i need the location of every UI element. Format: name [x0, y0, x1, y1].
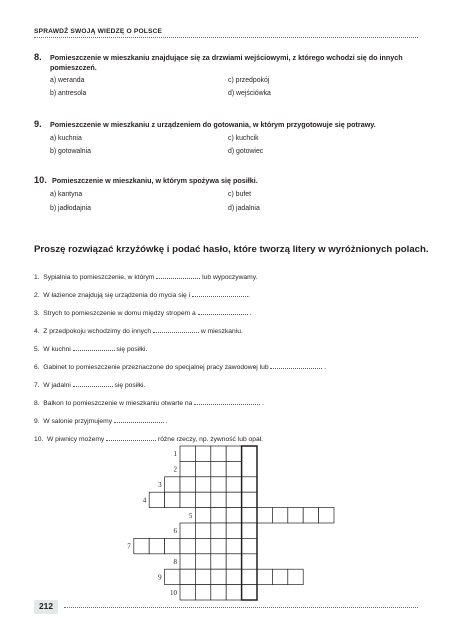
clue-text-end: się posiłki. [116, 346, 148, 353]
crossword-cell[interactable] [242, 585, 257, 600]
crossword-cell[interactable] [180, 523, 195, 538]
option-a[interactable]: a) kantyna [50, 191, 83, 198]
clue-number: 9. [34, 418, 40, 425]
crossword-cell[interactable] [211, 585, 226, 600]
password-column-highlight [242, 446, 257, 600]
crossword-cell[interactable] [257, 508, 272, 523]
clue-7 [34, 381, 145, 389]
crossword-cell[interactable] [180, 477, 195, 492]
crossword-cell[interactable] [226, 477, 241, 492]
clue-text: W kuchni [43, 346, 71, 353]
crossword-task-title: Proszę rozwiązać krzyżówkę i podać hasło, które tworzą litery w wyróżnionych polach. [34, 244, 429, 255]
crossword-cell[interactable] [211, 538, 226, 553]
clue-number: 7. [34, 382, 40, 389]
clue-text-end: lub wypoczywamy. [202, 274, 258, 281]
clue-4 [34, 327, 243, 335]
clue-9 [34, 417, 168, 425]
answer-blank[interactable] [73, 345, 115, 351]
crossword-cell[interactable] [195, 461, 210, 476]
answer-blank[interactable] [192, 291, 248, 297]
clue-number: 1. [34, 274, 40, 281]
crossword-cell[interactable] [211, 523, 226, 538]
option-b[interactable]: b) gotowalnia [50, 148, 91, 155]
clue-text: W łazience znajdują się urządzenia do mycia się i [43, 292, 191, 299]
crossword-cell[interactable] [180, 569, 195, 584]
crossword-cell[interactable] [226, 569, 241, 584]
answer-blank[interactable] [198, 309, 248, 315]
clue-text: Strych to pomieszczenie w domu między stropem a [43, 310, 196, 317]
crossword-cell[interactable] [195, 585, 210, 600]
crossword-cell[interactable] [195, 477, 210, 492]
crossword-cell[interactable] [195, 538, 210, 553]
clue-3 [34, 309, 251, 317]
crossword-cell[interactable] [165, 477, 180, 492]
crossword-cell[interactable] [211, 446, 226, 461]
answer-blank[interactable] [114, 417, 164, 423]
option-c[interactable]: c) bufet [228, 191, 251, 198]
answer-blank[interactable] [73, 381, 113, 387]
question-text: Pomieszczenie w mieszkaniu znajdujące się za drzwiami wejściowymi, z którego wchodzi się do innych pomieszczeń. [50, 53, 403, 72]
crossword-cell[interactable] [226, 554, 241, 569]
crossword-cell[interactable] [134, 538, 149, 553]
clue-number: 2. [34, 292, 40, 299]
crossword-row-number: 6 [173, 527, 177, 536]
clue-text-end: w mieszkaniu. [200, 328, 243, 335]
crossword-cell[interactable] [211, 508, 226, 523]
clue-number: 10. [34, 436, 44, 443]
question-number: 8. [34, 52, 42, 62]
crossword-cell[interactable] [226, 461, 241, 476]
crossword-cell[interactable] [288, 508, 303, 523]
crossword-cell[interactable] [165, 569, 180, 584]
crossword-cell[interactable] [226, 492, 241, 507]
crossword-cell[interactable] [242, 538, 257, 553]
clue-number: 8. [34, 400, 40, 407]
clue-1 [34, 273, 257, 281]
crossword-cell[interactable] [211, 477, 226, 492]
crossword-cell[interactable] [195, 446, 210, 461]
clue-number: 6. [34, 364, 40, 371]
crossword-cell[interactable] [257, 569, 272, 584]
crossword-cell[interactable] [211, 569, 226, 584]
clue-text: Sypialnia to pomieszczenie, w którym [43, 274, 155, 281]
crossword-row-number: 8 [173, 558, 177, 566]
crossword-row-number: 1 [173, 450, 177, 459]
crossword-cell[interactable] [195, 508, 210, 523]
crossword-cell[interactable] [180, 446, 195, 461]
clue-text-end: . [247, 292, 250, 299]
crossword-cell[interactable] [195, 554, 210, 569]
crossword-cell[interactable] [180, 585, 195, 600]
crossword-row-number: 7 [127, 542, 131, 551]
clue-number: 4. [34, 328, 40, 335]
question-number: 10. [34, 175, 47, 185]
option-c[interactable]: c) przedpokój [228, 77, 270, 84]
crossword-cell[interactable] [165, 538, 180, 553]
crossword-cell[interactable] [226, 585, 241, 600]
answer-blank[interactable] [106, 435, 156, 441]
option-a[interactable]: a) weranda [50, 77, 85, 84]
crossword-cell[interactable] [180, 461, 195, 476]
option-d[interactable]: d) gotowiec [228, 148, 264, 155]
header-divider [34, 37, 418, 38]
question-text: Pomieszczenie w mieszkaniu, w którym spożywa się posiłki. [52, 176, 258, 185]
clue-number: 3. [34, 310, 40, 317]
clue-text: Gabinet to pomieszczenie przeznaczone do specjalnej pracy zawodowej lub [43, 364, 269, 371]
answer-blank[interactable] [156, 273, 200, 279]
crossword-cell[interactable] [180, 554, 195, 569]
option-d[interactable]: d) jadalnia [228, 205, 260, 212]
answer-blank[interactable] [270, 363, 322, 369]
crossword-cell[interactable] [288, 569, 303, 584]
crossword-cell[interactable] [211, 492, 226, 507]
crossword-row-number: 5 [188, 511, 193, 520]
clue-text-end: . [262, 400, 264, 407]
clue-8 [34, 399, 264, 407]
clue-6 [34, 363, 326, 371]
question-text: Pomieszczenie w mieszkaniu z urządzeniem do gotowania, w którym przygotowuje się potrawy. [50, 120, 376, 129]
page-header: SPRAWDŹ SWOJĄ WIEDZĘ O POLSCE [34, 28, 163, 35]
crossword-cell[interactable] [165, 492, 180, 507]
crossword-cell[interactable] [319, 508, 334, 523]
clue-text: Z przedpokoju wchodzimy do innych [43, 328, 152, 335]
clue-text: Balkon to pomieszczenie w mieszkaniu otwarte na [43, 400, 193, 407]
clue-text-end: . [165, 418, 168, 425]
clue-text: W salonie przyjmujemy [43, 418, 113, 425]
question-number: 9. [34, 119, 42, 129]
clue-2 [34, 291, 250, 299]
crossword-cell[interactable] [226, 538, 241, 553]
crossword-cell[interactable] [226, 508, 241, 523]
crossword-cell[interactable] [195, 569, 210, 584]
option-a[interactable]: a) kuchnia [50, 135, 82, 142]
answer-blank[interactable] [153, 327, 199, 333]
crossword-row-number: 4 [142, 496, 147, 505]
crossword-cell[interactable] [242, 492, 257, 507]
crossword-cell[interactable] [211, 554, 226, 569]
footer-divider [64, 607, 418, 608]
crossword-cell[interactable] [226, 446, 241, 461]
crossword-cell[interactable] [180, 492, 195, 507]
answer-blank[interactable] [194, 399, 260, 405]
crossword-cell[interactable] [211, 461, 226, 476]
crossword-cell[interactable] [242, 569, 257, 584]
crossword-row-number: 10 [170, 588, 177, 597]
clue-text: W jadalni [43, 382, 71, 389]
clue-5 [34, 345, 147, 353]
clue-number: 5. [34, 346, 40, 353]
option-d[interactable]: d) wejściówka [228, 90, 271, 97]
option-b[interactable]: b) jadłodajnia [50, 205, 91, 212]
crossword-cell[interactable] [272, 569, 287, 584]
page-number: 212 [39, 601, 53, 611]
option-c[interactable]: c) kuchcik [228, 135, 259, 142]
option-b[interactable]: b) antresola [50, 90, 87, 97]
crossword-cell[interactable] [226, 523, 241, 538]
crossword-cell[interactable] [303, 508, 318, 523]
crossword-cell[interactable] [272, 508, 287, 523]
crossword-cell[interactable] [195, 523, 210, 538]
clue-text-end: . [249, 310, 252, 317]
crossword-cell[interactable] [149, 538, 164, 553]
clue-10 [34, 435, 263, 443]
crossword-cell[interactable] [180, 538, 195, 553]
crossword-row-number: 3 [158, 481, 162, 489]
clue-text-end: się posiłki. [114, 382, 146, 389]
crossword-cell[interactable] [195, 492, 210, 507]
crossword-cell[interactable] [242, 508, 257, 523]
clue-text-end: różne rzeczy, np. żywność lub opał. [157, 436, 264, 443]
crossword-cell[interactable] [242, 523, 257, 538]
crossword-row-number: 2 [173, 465, 177, 474]
clue-text: W piwnicy możemy [47, 436, 105, 443]
crossword-cell[interactable] [149, 492, 164, 507]
crossword-cell[interactable] [242, 477, 257, 492]
clue-text-end: . [324, 364, 327, 371]
crossword-row-number: 9 [158, 573, 162, 582]
